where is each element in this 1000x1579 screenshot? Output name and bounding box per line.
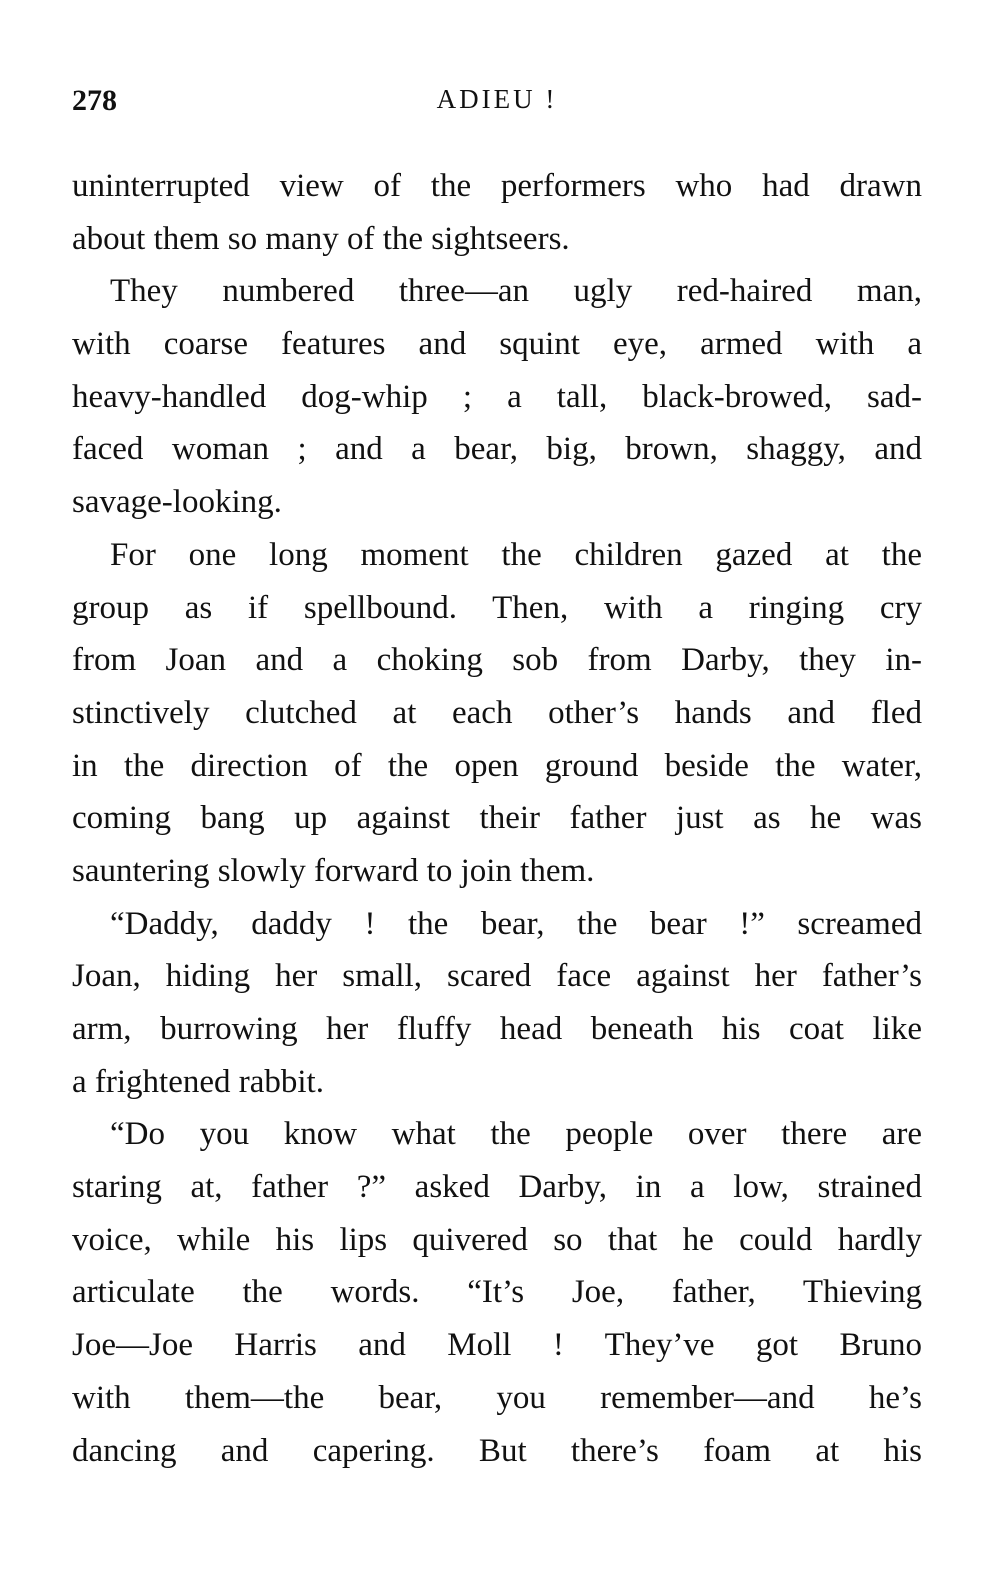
text-line: in the direction of the open ground beside the water, bbox=[72, 747, 922, 784]
text-line: articulate the words. “It’s Joe, father, Thieving bbox=[72, 1274, 922, 1311]
text-line: faced woman ; and a bear, big, brown, shaggy, and bbox=[72, 431, 922, 468]
text-line: heavy-handled dog-whip ; a tall, black-browed, sad- bbox=[72, 378, 922, 415]
book-page bbox=[72, 84, 922, 1477]
text-line: a frightened rabbit. bbox=[72, 1063, 324, 1100]
text-line: They numbered three—an ugly red-haired man, bbox=[110, 273, 922, 310]
text-line: stinctively clutched at each other’s hands and fled bbox=[72, 694, 922, 731]
text-line: sauntering slowly forward to join them. bbox=[72, 852, 595, 889]
text-line: with them—the bear, you remember—and he’s bbox=[72, 1379, 922, 1416]
text-line: “Daddy, daddy ! the bear, the bear !” screamed bbox=[110, 905, 922, 942]
text-line: savage-looking. bbox=[72, 484, 282, 521]
text-line: about them so many of the sightseers. bbox=[72, 220, 570, 257]
text-line: “Do you know what the people over there are bbox=[110, 1116, 922, 1153]
chapter-title: ADIEU ! bbox=[436, 84, 558, 114]
text-line: coming bang up against their father just as he was bbox=[72, 800, 922, 837]
text-line: arm, burrowing her fluffy head beneath his coat like bbox=[72, 1011, 922, 1047]
text-line: with coarse features and squint eye, armed with a bbox=[72, 326, 922, 363]
text-line: Joe—Joe Harris and Moll ! They’ve got Bruno bbox=[72, 1327, 922, 1364]
text-line: For one long moment the children gazed at the bbox=[110, 536, 922, 573]
text-line: from Joan and a choking sob from Darby, they in- bbox=[72, 642, 922, 679]
text-line: dancing and capering. But there’s foam at his bbox=[72, 1432, 922, 1469]
page-number: 278 bbox=[72, 84, 117, 117]
text-line: staring at, father ?” asked Darby, in a low, strained bbox=[72, 1169, 922, 1206]
body-text bbox=[72, 160, 922, 1477]
running-head bbox=[72, 84, 922, 128]
text-line: group as if spellbound. Then, with a ringing cry bbox=[72, 589, 922, 626]
text-line: voice, while his lips quivered so that he could hardly bbox=[72, 1221, 922, 1258]
text-line: Joan, hiding her small, scared face against her father’s bbox=[72, 958, 922, 995]
text-line: uninterrupted view of the performers who had drawn bbox=[72, 168, 922, 204]
